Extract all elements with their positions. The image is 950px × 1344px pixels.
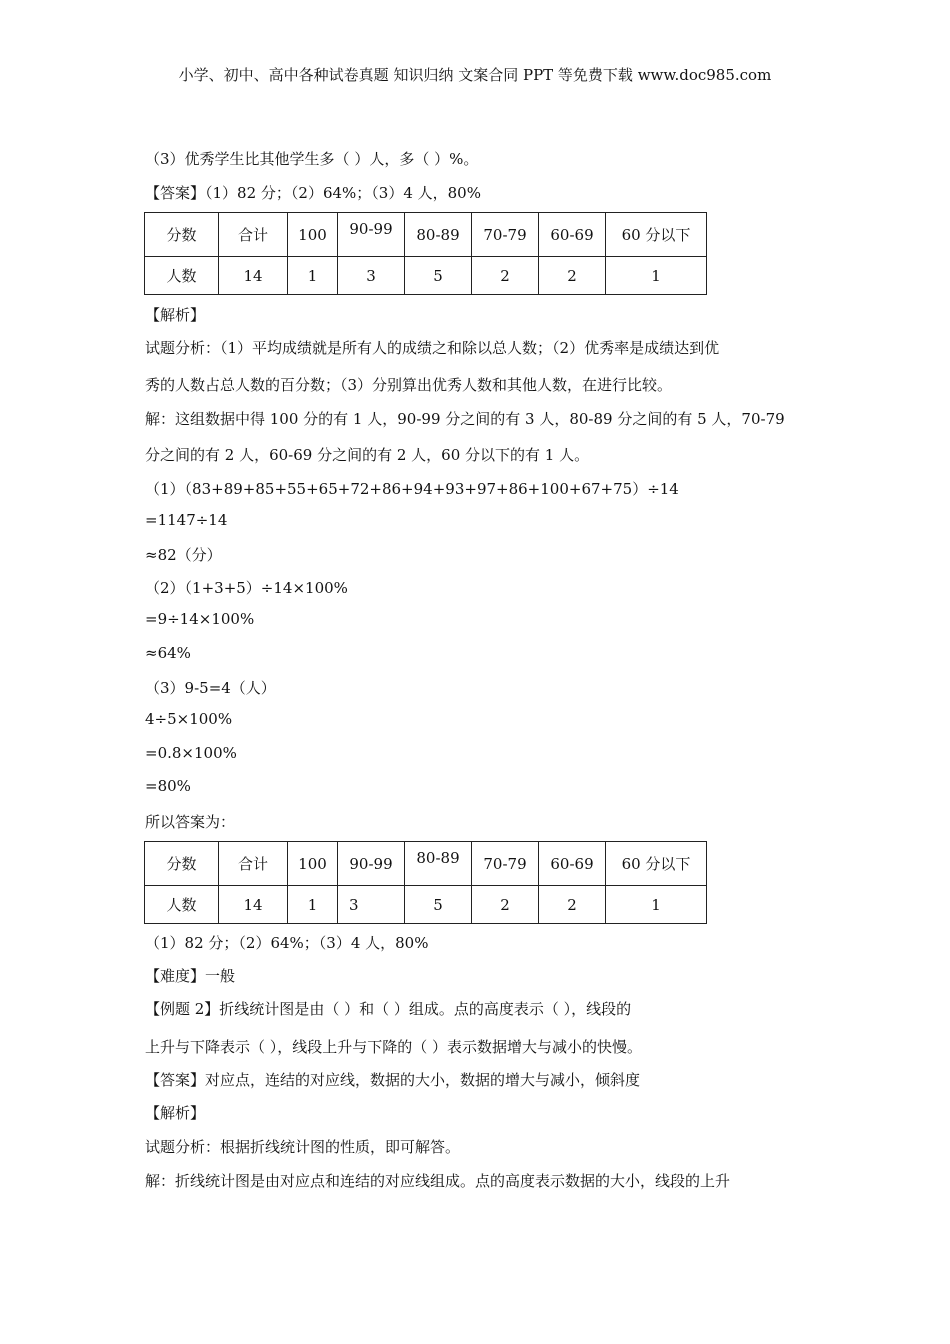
table-cell: 3 xyxy=(338,257,405,295)
table-cell: 100 xyxy=(288,213,338,257)
table-header-row xyxy=(145,213,707,257)
answer-intro: 所以答案为： xyxy=(145,813,236,831)
table-cell: 2 xyxy=(539,257,606,295)
table-cell: 60 分以下 xyxy=(606,842,707,886)
table-cell: 2 xyxy=(539,886,606,924)
table-cell: 90-99 xyxy=(338,842,405,886)
example-2-question: 上升与下降表示（ ），线段上升与下降的（ ）表示数据增大与减小的快慢。 xyxy=(145,1038,643,1056)
table-cell: 70-79 xyxy=(472,842,539,886)
table-cell: 70-79 xyxy=(472,213,539,257)
example-2-question: 【例题 2】折线统计图是由（ ）和（ ）组成。点的高度表示（ ），线段的 xyxy=(145,1000,632,1018)
solution-text: 解：折线统计图是由对应点和连结的对应线组成。点的高度表示数据的大小，线段的上升 xyxy=(145,1172,731,1190)
table-header-row xyxy=(145,842,707,886)
table-cell: 合计 xyxy=(219,842,288,886)
table-cell: 60-69 xyxy=(539,213,606,257)
table-row xyxy=(145,257,707,295)
calc-line: 4÷5×100% xyxy=(145,710,233,728)
table-cell: 分数 xyxy=(145,213,219,257)
table-row xyxy=(145,886,707,924)
table-cell: 60-69 xyxy=(539,842,606,886)
table-cell: 5 xyxy=(405,257,472,295)
table-cell xyxy=(338,213,405,257)
solution-text: 解：这组数据中得 100 分的有 1 人，90-99 分之间的有 3 人，80-89 分之间的有 5 人，70-79 xyxy=(145,410,785,428)
question-3: （3）优秀学生比其他学生多（ ）人，多（ ）%。 xyxy=(145,150,479,168)
analysis-text: 试题分析：根据折线统计图的性质，即可解答。 xyxy=(145,1138,461,1156)
table-cell: 1 xyxy=(288,257,338,295)
answer-summary: （1）82 分；（2）64%；（3）4 人，80% xyxy=(145,934,429,952)
table-cell: 14 xyxy=(219,257,288,295)
analysis-text: 秀的人数占总人数的百分数；（3）分别算出优秀人数和其他人数，在进行比较。 xyxy=(145,376,673,394)
analysis-text: 试题分析：（1）平均成绩就是所有人的成绩之和除以总人数；（2）优秀率是成绩达到优 xyxy=(145,339,720,357)
calc-line: =9÷14×100% xyxy=(145,610,255,628)
difficulty-line: 【难度】一般 xyxy=(145,967,236,985)
table-cell-text: 90-99 xyxy=(349,219,393,238)
table-cell: 2 xyxy=(472,257,539,295)
calc-line: =1147÷14 xyxy=(145,511,228,529)
table-cell: 人数 xyxy=(145,257,219,295)
table-cell: 14 xyxy=(219,886,288,924)
table-cell-text: 80-89 xyxy=(416,848,460,867)
score-table-2 xyxy=(144,841,707,924)
table-cell: 1 xyxy=(288,886,338,924)
table-cell: 100 xyxy=(288,842,338,886)
calc-line: ≈64% xyxy=(145,644,191,662)
table-cell: 分数 xyxy=(145,842,219,886)
solution-text: 分之间的有 2 人，60-69 分之间的有 2 人，60 分以下的有 1 人。 xyxy=(145,446,590,464)
calc-line: （1）（83+89+85+55+65+72+86+94+93+97+86+100+67+75）÷14 xyxy=(145,480,679,498)
table-cell: 1 xyxy=(606,257,707,295)
answer-line: 【答案】（1）82 分；（2）64%；（3）4 人，80% xyxy=(145,184,481,202)
score-table-1 xyxy=(144,212,707,295)
site-header: 小学、初中、高中各种试卷真题 知识归纳 文案合同 PPT 等免费下载 www.doc985.com xyxy=(178,66,772,84)
table-cell: 3 xyxy=(338,886,405,924)
calc-line: （2）（1+3+5）÷14×100% xyxy=(145,579,348,597)
calc-line: =0.8×100% xyxy=(145,744,237,762)
table-cell: 合计 xyxy=(219,213,288,257)
example-2-answer: 【答案】对应点，连结的对应线，数据的大小，数据的增大与减小，倾斜度 xyxy=(145,1071,641,1089)
table-cell: 60 分以下 xyxy=(606,213,707,257)
analysis-heading: 【解析】 xyxy=(145,306,206,324)
calc-line: =80% xyxy=(145,777,191,795)
table-cell: 5 xyxy=(405,886,472,924)
table-cell xyxy=(405,842,472,886)
table-cell: 2 xyxy=(472,886,539,924)
calc-line: ≈82（分） xyxy=(145,546,222,564)
table-cell: 80-89 xyxy=(405,213,472,257)
table-cell: 1 xyxy=(606,886,707,924)
analysis-heading: 【解析】 xyxy=(145,1104,206,1122)
calc-line: （3）9-5=4（人） xyxy=(145,679,276,697)
table-cell: 人数 xyxy=(145,886,219,924)
